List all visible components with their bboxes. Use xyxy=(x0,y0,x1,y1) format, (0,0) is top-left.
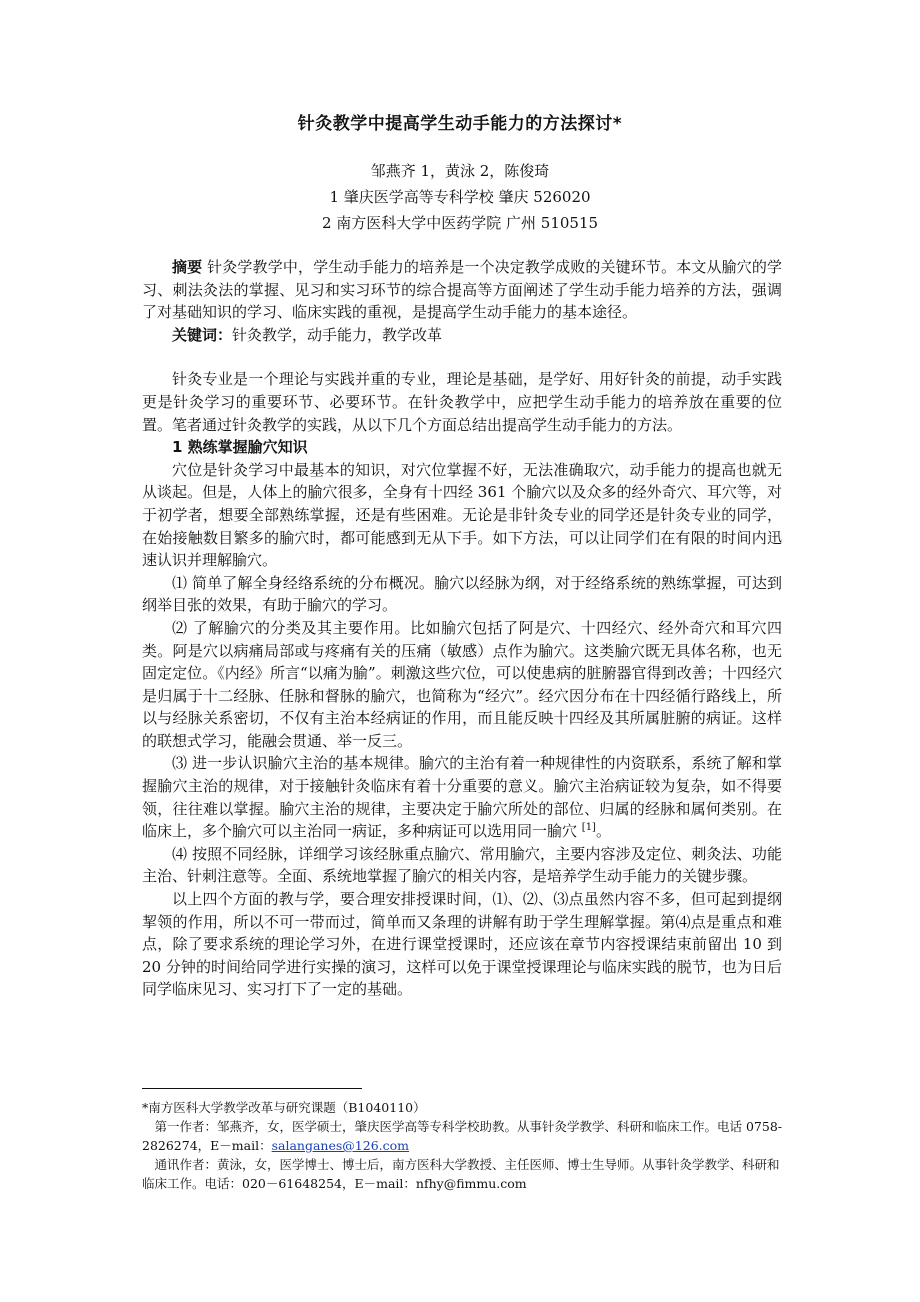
section-1-paragraph-1: 穴位是针灸学习中最基本的知识，对穴位掌握不好，无法准确取穴，动手能力的提高也就无从谈起。但是，人体上的腧穴很多，全身有十四经 361 个腧穴以及众多的经外奇穴、耳穴等，对于初学者，想要全部熟练掌握，还是有些困难。无论是非针灸专业的同学还是针灸专业的同学，在始接触数目繁多的腧穴时，都可能感到无从下手。如下方法，可以让同学们在有限的时间内迅速认识并理解腧穴。 xyxy=(142,460,782,570)
keywords xyxy=(142,324,782,347)
intro-paragraph: 针灸专业是一个理论与实践并重的专业，理论是基础，是学好、用好针灸的前提，动手实践更是针灸学习的重要环节、必要环节。在针灸教学中，应把学生动手能力的培养放在重要的位置。笔者通过针灸教学的实践，从以下几个方面总结出提高学生动手能力的方法。 xyxy=(142,370,782,434)
list-item-3-end: 。 xyxy=(595,822,611,841)
paper-body xyxy=(142,256,782,1001)
keywords-text: 针灸教学，动手能力，教学改革 xyxy=(232,325,443,344)
first-author-email-link[interactable]: salanganes@126.com xyxy=(271,1138,410,1153)
section-1-heading: 1 熟练掌握腧穴知识 xyxy=(172,438,308,457)
author-block xyxy=(0,158,920,236)
citation-ref: [1] xyxy=(581,822,596,834)
paper-title: 针灸教学中提高学生动手能力的方法探讨* xyxy=(297,114,623,134)
list-item-3 xyxy=(142,752,782,842)
first-author-text: 第一作者：邹燕齐，女，医学硕士，肇庆医学高等专科学校助教。从事针灸学教学、科研和临床工作。电话 0758-2826274，E－mail： xyxy=(142,1119,783,1153)
footnote-first-author xyxy=(142,1117,782,1155)
list-item-4: ⑷ 按照不同经脉，详细学习该经脉重点腧穴、常用腧穴，主要内容涉及定位、刺灸法、功能主治、针刺注意等。全面、系统地掌握了腧穴的相关内容，是培养学生动手能力的关键步骤。 xyxy=(142,844,782,886)
footnote-fund: *南方医科大学教学改革与研究课题（B1040110） xyxy=(142,1100,426,1115)
list-item-1: ⑴ 简单了解全身经络系统的分布概况。腧穴以经脉为纲，对于经络系统的熟练掌握，可达到纲举目张的效果，有助于腧穴的学习。 xyxy=(142,573,782,615)
footnotes xyxy=(142,1098,782,1193)
keywords-label: 关键词： xyxy=(172,325,233,344)
abstract-label: 摘要 xyxy=(172,258,203,276)
section-1-paragraph-2: 以上四个方面的教与学，要合理安排授课时间，⑴、⑵、⑶点虽然内容不多，但可起到提纲挈领的作用，所以不可一带而过，简单而又条理的讲解有助于学生理解掌握。第⑷点是重点和难点，除了要求系统的理论学习外，在进行课堂授课时，还应该在章节内容授课结束前留出 10 到 20 分钟的时间给同学进行实操的演习，这样可以免于课堂授课理论与临床实践的脱节，也为日后同学临床见习、实习打下了一定的基础。 xyxy=(142,890,782,999)
abstract xyxy=(142,256,782,324)
author-names: 邹燕齐 1，黄泳 2，陈俊琦 xyxy=(370,162,550,180)
spacer xyxy=(142,346,782,368)
affiliation-1: 1 肇庆医学高等专科学校 肇庆 526020 xyxy=(329,188,591,206)
list-item-3-text: ⑶ 进一步认识腧穴主治的基本规律。腧穴的主治有着一种规律性的内资联系，系统了解和掌握腧穴主治的规律，对于接触针灸临床有着十分重要的意义。腧穴主治病证较为复杂，如不得要领，往往难以掌握。腧穴主治的规律，主要决定于腧穴所处的部位、归属的经脉和属何类别。在临床上，多个腧穴可以主治同一病证，多种病证可以选用同一腧穴 xyxy=(142,754,782,841)
footnote-divider xyxy=(142,1088,362,1089)
abstract-text: 针灸学教学中，学生动手能力的培养是一个决定教学成败的关键环节。本文从腧穴的学习、刺法灸法的掌握、见习和实习环节的综合提高等方面阐述了学生动手能力培养的方法，强调了对基础知识的学习、临床实践的重视，是提高学生动手能力的基本途径。 xyxy=(142,258,782,322)
list-item-2: ⑵ 了解腧穴的分类及其主要作用。比如腧穴包括了阿是穴、十四经穴、经外奇穴和耳穴四类。阿是穴以病痛局部或与疼痛有关的压痛（敏感）点作为腧穴。这类腧穴既无具体名称，也无固定定位。《内经》所言“以痛为腧”。刺激这些穴位，可以使患病的脏腑器官得到改善；十四经穴是归属于十二经脉、任脉和督脉的腧穴，也简称为“经穴”。经穴因分布在十四经循行路线上，所以与经脉关系密切，不仅有主治本经病证的作用，而且能反映十四经及其所属脏腑的病证。这样的联想式学习，能融会贯通、举一反三。 xyxy=(142,618,782,750)
affiliation-2: 2 南方医科大学中医药学院 广州 510515 xyxy=(321,214,599,232)
footnote-corresponding: 通讯作者：黄泳，女，医学博士、博士后，南方医科大学教授、主任医师、博士生导师。从事针灸学教学、科研和临床工作。电话：020－61648254，E－mail：nfhy@fimmu.com xyxy=(142,1157,780,1191)
